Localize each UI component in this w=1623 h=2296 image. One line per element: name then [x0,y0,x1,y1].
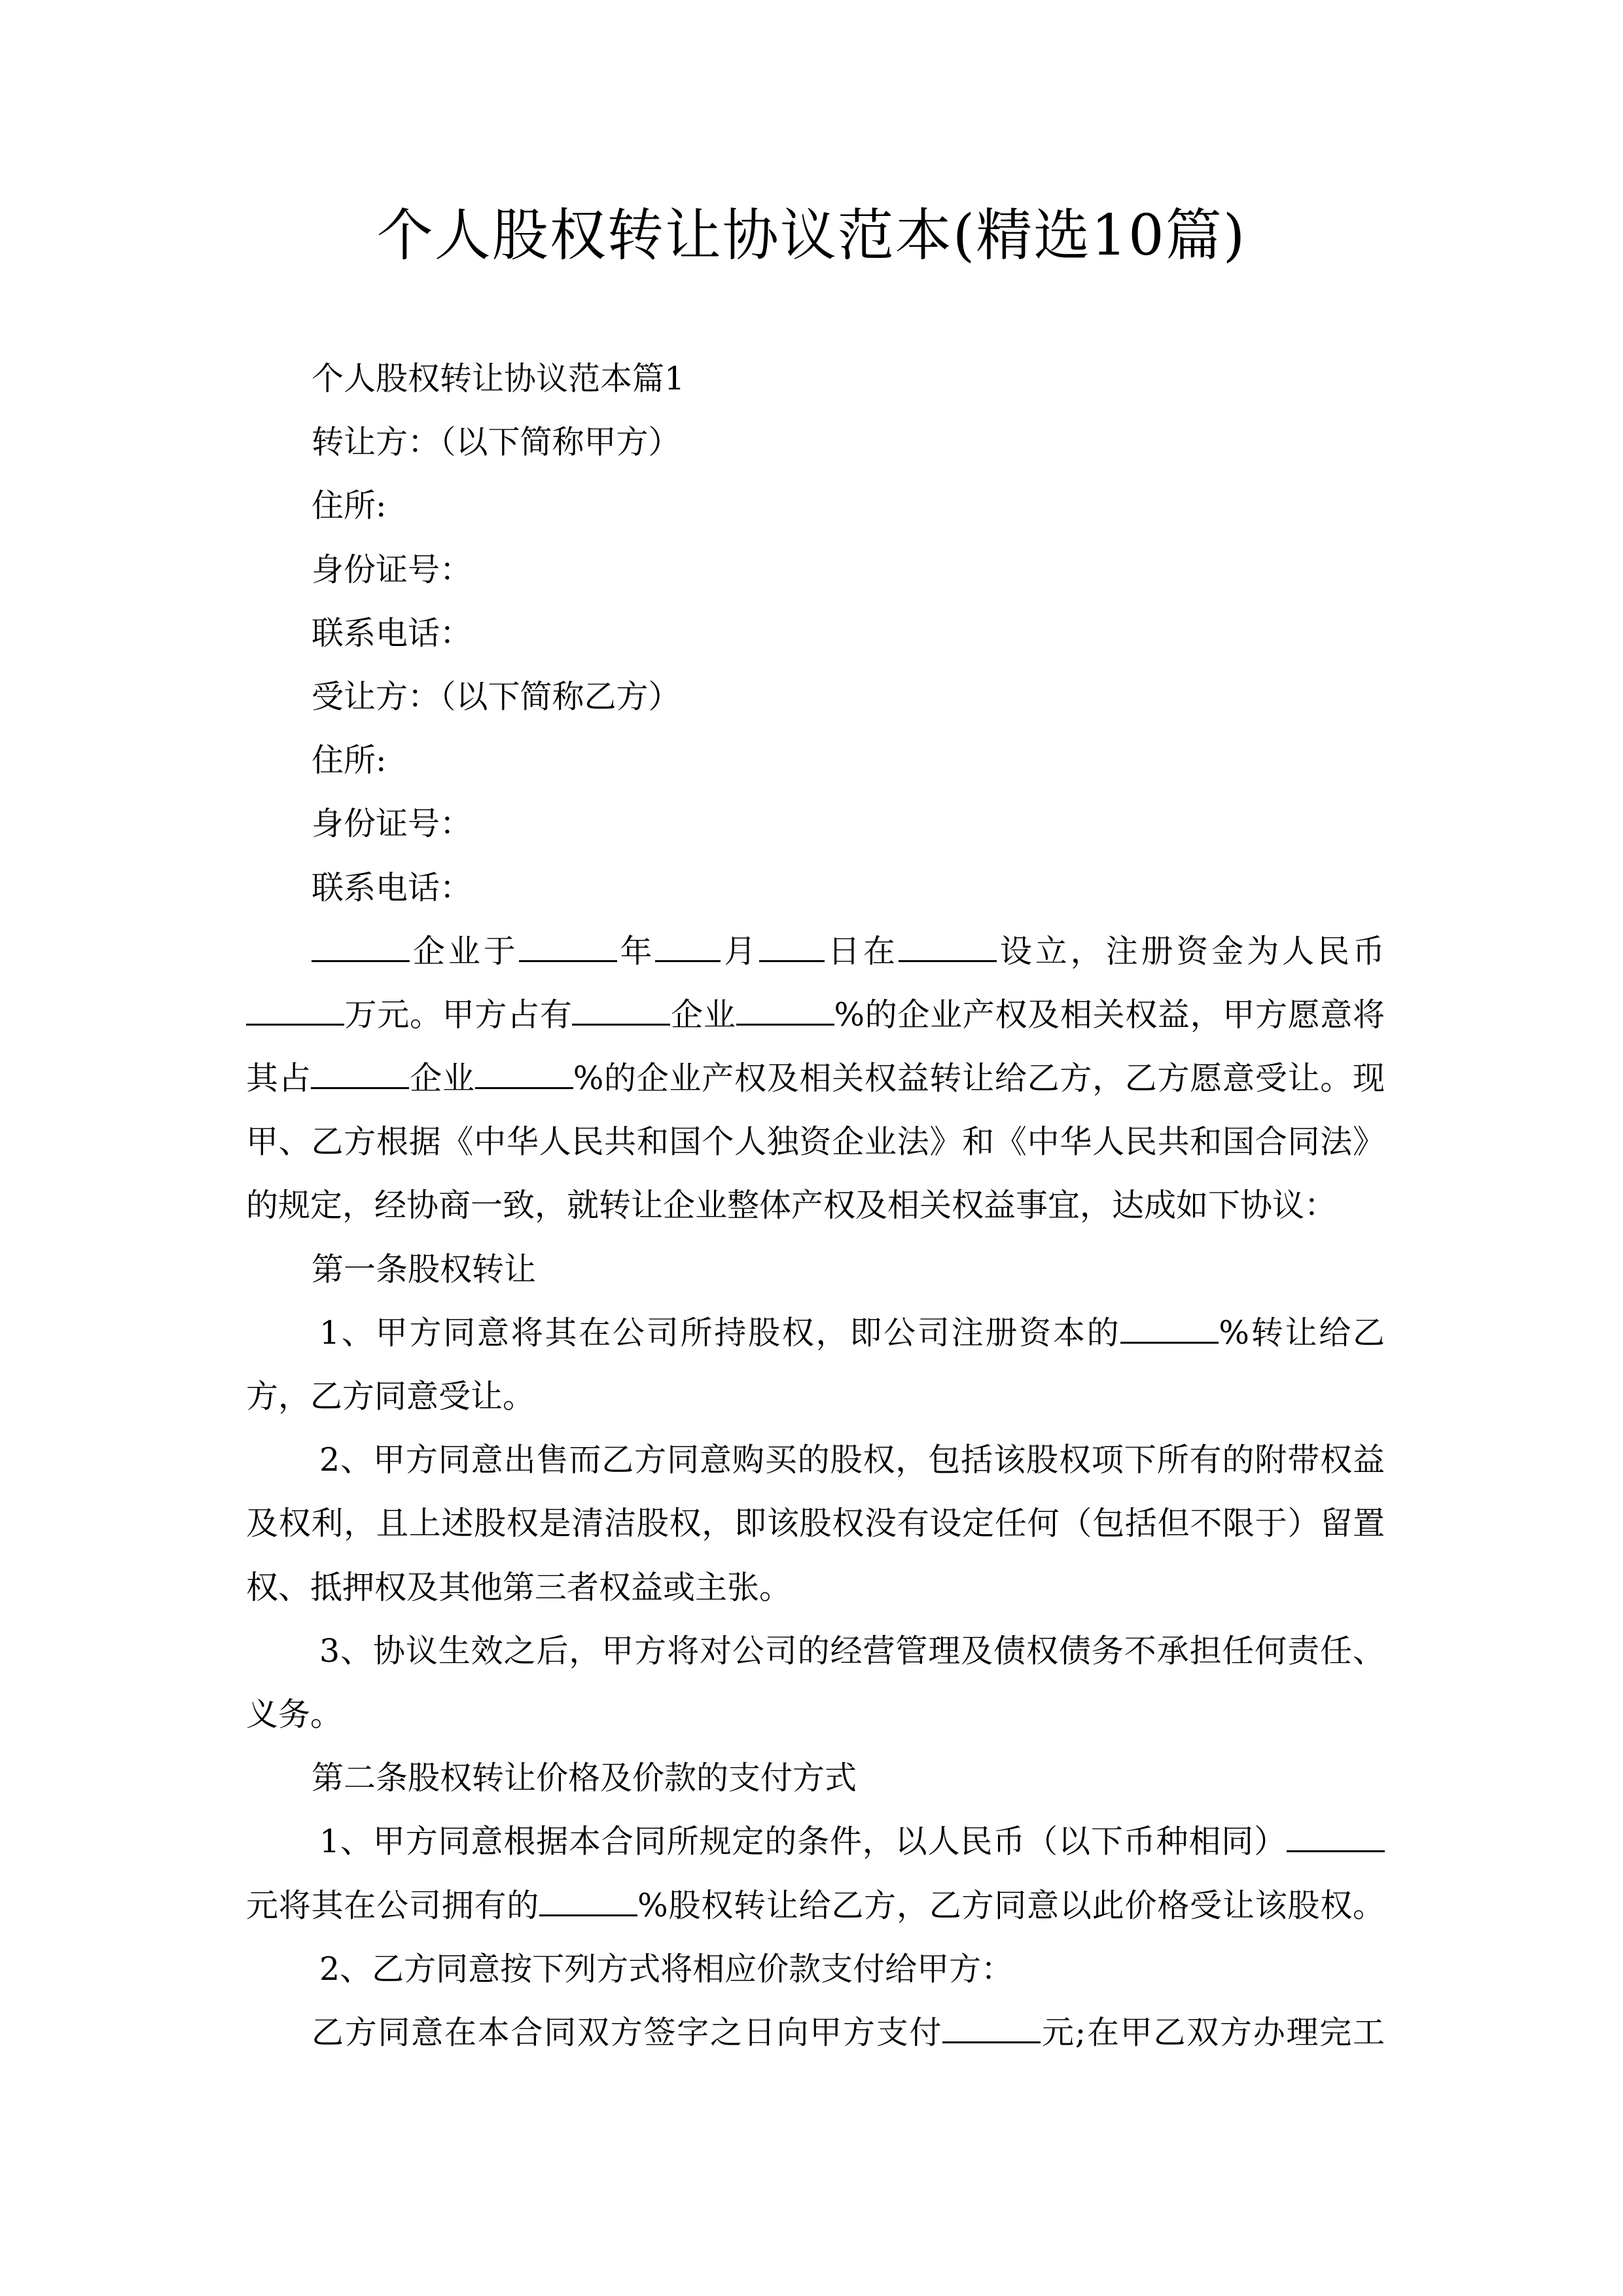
blank-field[interactable] [311,1058,409,1089]
text: 年 [616,932,656,970]
transferor-id-label: 身份证号： [312,550,473,588]
section-heading: 个人股权转让协议范本篇1 [312,360,685,397]
document-body [246,347,1385,2064]
text: %的企业产权及相关权益，甲方愿意将 [834,996,1385,1033]
article-2-item-3 [246,2001,1385,2064]
intro-line-4: 甲、乙方根据《中华人民共和国个人独资企业法》和《中华人民共和国合同法》 [246,1123,1385,1161]
blank-field[interactable] [942,2013,1041,2043]
article-1-item-2-l1: 2、甲方同意出售而乙方同意购买的股权，包括该股权项下所有的附带权益 [319,1441,1385,1479]
blank-field[interactable] [655,931,721,962]
transferee-phone-label: 联系电话： [312,869,473,906]
text: 乙方同意在本合同双方签字之日向甲方支付 [312,2013,943,2051]
article-2-item-1 [246,1810,1385,1873]
intro-line-3 [246,1047,1385,1110]
document-title: 个人股权转让协议范本(精选10篇) [376,203,1247,268]
text: 1、甲方同意根据本合同所规定的条件，以人民币（以下币种相同） [319,1823,1287,1861]
text: 企业 [409,1060,475,1098]
blank-field[interactable] [736,995,834,1026]
text: %股权转让给乙方，乙方同意以此价格受让该股权。 [637,1886,1385,1924]
text: 元;在甲乙双方办理完工 [1041,2013,1385,2051]
transferor-phone-label: 联系电话： [312,614,473,652]
text: 设立，注册资金为人民币 [996,932,1385,970]
transferee-address-label: 住所: [312,742,387,780]
intro-line-2 [246,983,1385,1047]
transferor-label: 转让方：（以下简称甲方） [312,423,681,461]
text: %转让给乙 [1219,1314,1385,1352]
intro-line-1 [246,920,1385,983]
article-2-item-1-cont [246,1874,1385,1937]
article-1-item-2-l2: 及权利，且上述股权是清洁股权，即该股权没有设定任何（包括但不限于）留置 [246,1505,1385,1543]
blank-field[interactable] [572,995,670,1026]
article-2-item-2: 2、乙方同意按下列方式将相应价款支付给甲方： [319,1950,1014,1988]
article-1-item-2-l3: 权、抵押权及其他第三者权益或主张。 [246,1568,792,1606]
text: %的企业产权及相关权益转让给乙方，乙方愿意受让。现 [573,1060,1385,1098]
article-2-heading: 第二条股权转让价格及价款的支付方式 [312,1759,857,1797]
article-1-item-3-l1: 3、协议生效之后，甲方将对公司的经营管理及债权债务不承担任何责任、 [319,1632,1385,1670]
blank-field[interactable] [539,1885,637,1916]
text: 日在 [825,932,899,970]
article-1-item-1 [246,1301,1385,1365]
text: 企业于 [410,932,519,970]
text: 企业 [670,996,736,1033]
blank-field[interactable] [475,1058,573,1089]
transferor-address-label: 住所: [312,487,387,525]
transferee-id-label: 身份证号： [312,805,473,843]
blank-field[interactable] [759,931,825,962]
transferee-label: 受让方：（以下简称乙方） [312,677,681,715]
text: 月 [721,932,760,970]
article-1-item-1-cont: 方，乙方同意受让。 [246,1378,535,1415]
text: 万元。甲方占有 [344,996,573,1033]
text: 1、甲方同意将其在公司所持股权，即公司注册资本的 [319,1314,1121,1352]
article-1-item-3-l2: 义务。 [246,1695,343,1733]
intro-line-5: 的规定，经协商一致，就转让企业整体产权及相关权益事宜，达成如下协议： [246,1187,1337,1225]
blank-field[interactable] [1120,1313,1219,1344]
blank-field[interactable] [519,931,617,962]
blank-field[interactable] [1287,1821,1385,1852]
text: 其占 [246,1060,312,1098]
article-1-heading: 第一条股权转让 [312,1250,537,1288]
blank-field[interactable] [312,931,410,962]
text: 元将其在公司拥有的 [246,1886,540,1924]
blank-field[interactable] [899,931,997,962]
blank-field[interactable] [246,995,344,1026]
